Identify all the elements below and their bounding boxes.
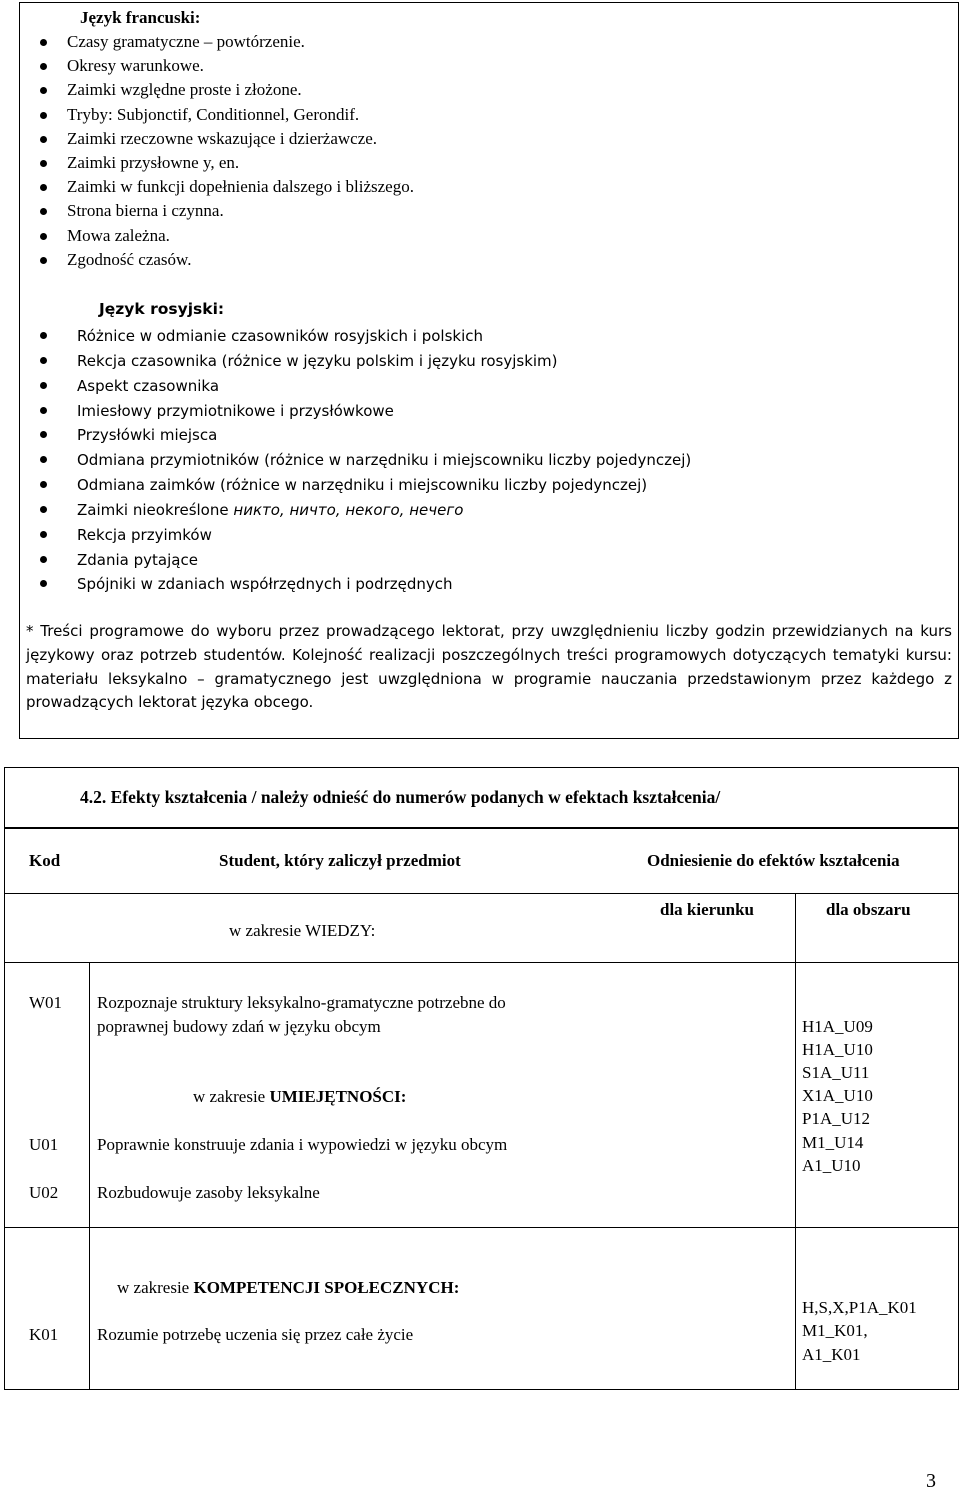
list-item: Mowa zależna. bbox=[40, 224, 414, 248]
french-topic-list bbox=[40, 30, 414, 272]
list-item: Zaimki nieokreślone никто, ничто, некого, нечего bbox=[40, 498, 691, 523]
kompetencje-heading: w zakresie KOMPETENCJI SPOŁECZNYCH: bbox=[117, 1278, 460, 1297]
bullet-icon bbox=[40, 357, 47, 364]
list-item: Różnice w odmianie czasowników rosyjskich i polskich bbox=[40, 324, 691, 349]
list-item: Imiesłowy przymiotnikowe i przysłówkowe bbox=[40, 399, 691, 424]
bullet-icon bbox=[40, 407, 47, 414]
bullet-icon bbox=[40, 87, 47, 94]
bullet-icon bbox=[40, 233, 47, 240]
bullet-icon bbox=[40, 39, 47, 46]
umiejetnosci-heading: w zakresie UMIEJĘTNOŚCI: bbox=[193, 1087, 407, 1106]
list-item: Rekcja czasownika (różnice w języku polskim i języku rosyjskim) bbox=[40, 349, 691, 374]
list-item: Odmiana przymiotników (różnice w narzędniku i miejscowniku liczby pojedynczej) bbox=[40, 448, 691, 473]
bullet-icon bbox=[40, 208, 47, 215]
french-heading: Język francuski: bbox=[80, 8, 201, 27]
bullet-icon bbox=[40, 481, 47, 488]
table-divider bbox=[89, 962, 90, 1390]
table-divider bbox=[4, 1227, 959, 1228]
column-header-student: Student, który zaliczył przedmiot bbox=[219, 851, 461, 870]
bullet-icon bbox=[40, 136, 47, 143]
column-header-kierunek: dla kierunku bbox=[660, 900, 755, 919]
bullet-icon bbox=[40, 382, 47, 389]
code-u02: U02 bbox=[29, 1183, 59, 1202]
bullet-icon bbox=[40, 63, 47, 70]
area-code: A1_U10 bbox=[802, 1156, 861, 1175]
bullet-icon bbox=[40, 184, 47, 191]
area-code: X1A_U10 bbox=[802, 1086, 873, 1105]
russian-heading: Język rosyjski: bbox=[99, 300, 225, 318]
bullet-icon bbox=[40, 431, 47, 438]
outcome-u02: Rozbudowuje zasoby leksykalne bbox=[97, 1183, 320, 1202]
area-code: S1A_U11 bbox=[802, 1063, 870, 1082]
table-divider bbox=[4, 893, 959, 894]
section-title: 4.2. Efekty kształcenia / należy odnieść do numerów podanych w efektach kształcenia/ bbox=[80, 787, 721, 807]
code-k01: K01 bbox=[29, 1325, 59, 1344]
list-item: Zaimki rzeczowne wskazujące i dzierżawcze. bbox=[40, 127, 414, 151]
area-code: P1A_U12 bbox=[802, 1109, 871, 1128]
bullet-icon bbox=[40, 456, 47, 463]
bullet-icon bbox=[40, 160, 47, 167]
area-code: A1_K01 bbox=[802, 1345, 861, 1364]
wiedza-heading: w zakresie WIEDZY: bbox=[229, 921, 376, 940]
bullet-icon bbox=[40, 506, 47, 513]
area-code: M1_U14 bbox=[802, 1133, 864, 1152]
code-w01: W01 bbox=[29, 993, 63, 1012]
bullet-icon bbox=[40, 580, 47, 587]
list-item: Strona bierna i czynna. bbox=[40, 199, 414, 223]
list-item: Aspekt czasownika bbox=[40, 374, 691, 399]
page-number: 3 bbox=[926, 1470, 936, 1492]
list-item: Przysłówki miejsca bbox=[40, 423, 691, 448]
program-note: * Treści programowe do wyboru przez prowadzącego lektorat, przy uwzględnieniu liczby godzin przewidzianych na kurs językowy oraz potrzeb studentów. Kolejność realizacji poszczególnych treści programowych dotyczących tematyki kursu: materiału leksykalno – gramatycznego jest uwzględniona w programie nauczania przedstawionym przez każdego z prowadzących lektorat języka obcego. bbox=[26, 622, 952, 712]
list-item: Zdania pytające bbox=[40, 548, 691, 573]
area-code: H1A_U10 bbox=[802, 1040, 873, 1059]
russian-topic-list bbox=[40, 324, 691, 597]
area-code: H1A_U09 bbox=[802, 1017, 873, 1036]
list-item: Tryby: Subjonctif, Conditionnel, Gerondif. bbox=[40, 103, 414, 127]
outcome-k01: Rozumie potrzebę uczenia się przez całe życie bbox=[97, 1325, 414, 1344]
bullet-icon bbox=[40, 112, 47, 119]
list-item: Okresy warunkowe. bbox=[40, 54, 414, 78]
column-header-obszar: dla obszaru bbox=[826, 900, 911, 919]
bullet-icon bbox=[40, 556, 47, 563]
russian-pronouns: никто, ничто, некого, нечего bbox=[233, 500, 464, 519]
bullet-icon bbox=[40, 257, 47, 264]
list-item: Spójniki w zdaniach współrzędnych i podrzędnych bbox=[40, 572, 691, 597]
list-item: Odmiana zaimków (różnice w narzędniku i miejscowniku liczby pojedynczej) bbox=[40, 473, 691, 498]
outcome-w01-line1: Rozpoznaje struktury leksykalno-gramatyczne potrzebne do bbox=[97, 993, 506, 1012]
bullet-icon bbox=[40, 332, 47, 339]
list-item: Czasy gramatyczne – powtórzenie. bbox=[40, 30, 414, 54]
table-divider bbox=[795, 893, 796, 1390]
code-u01: U01 bbox=[29, 1135, 59, 1154]
list-item: Zgodność czasów. bbox=[40, 248, 414, 272]
bullet-icon bbox=[40, 531, 47, 538]
area-code: H,S,X,P1A_K01 bbox=[802, 1298, 917, 1317]
list-item: Zaimki przysłowne y, en. bbox=[40, 151, 414, 175]
table-divider bbox=[4, 962, 959, 963]
outcome-u01: Poprawnie konstruuje zdania i wypowiedzi w języku obcym bbox=[97, 1135, 508, 1154]
column-header-kod: Kod bbox=[29, 851, 61, 870]
list-item: Zaimki w funkcji dopełnienia dalszego i bliższego. bbox=[40, 175, 414, 199]
list-item: Rekcja przyimków bbox=[40, 523, 691, 548]
area-code: M1_K01, bbox=[802, 1321, 868, 1340]
outcome-w01-line2: poprawnej budowy zdań w języku obcym bbox=[97, 1017, 381, 1036]
list-item: Zaimki względne proste i złożone. bbox=[40, 78, 414, 102]
column-header-odniesienie: Odniesienie do efektów kształcenia bbox=[647, 851, 900, 870]
